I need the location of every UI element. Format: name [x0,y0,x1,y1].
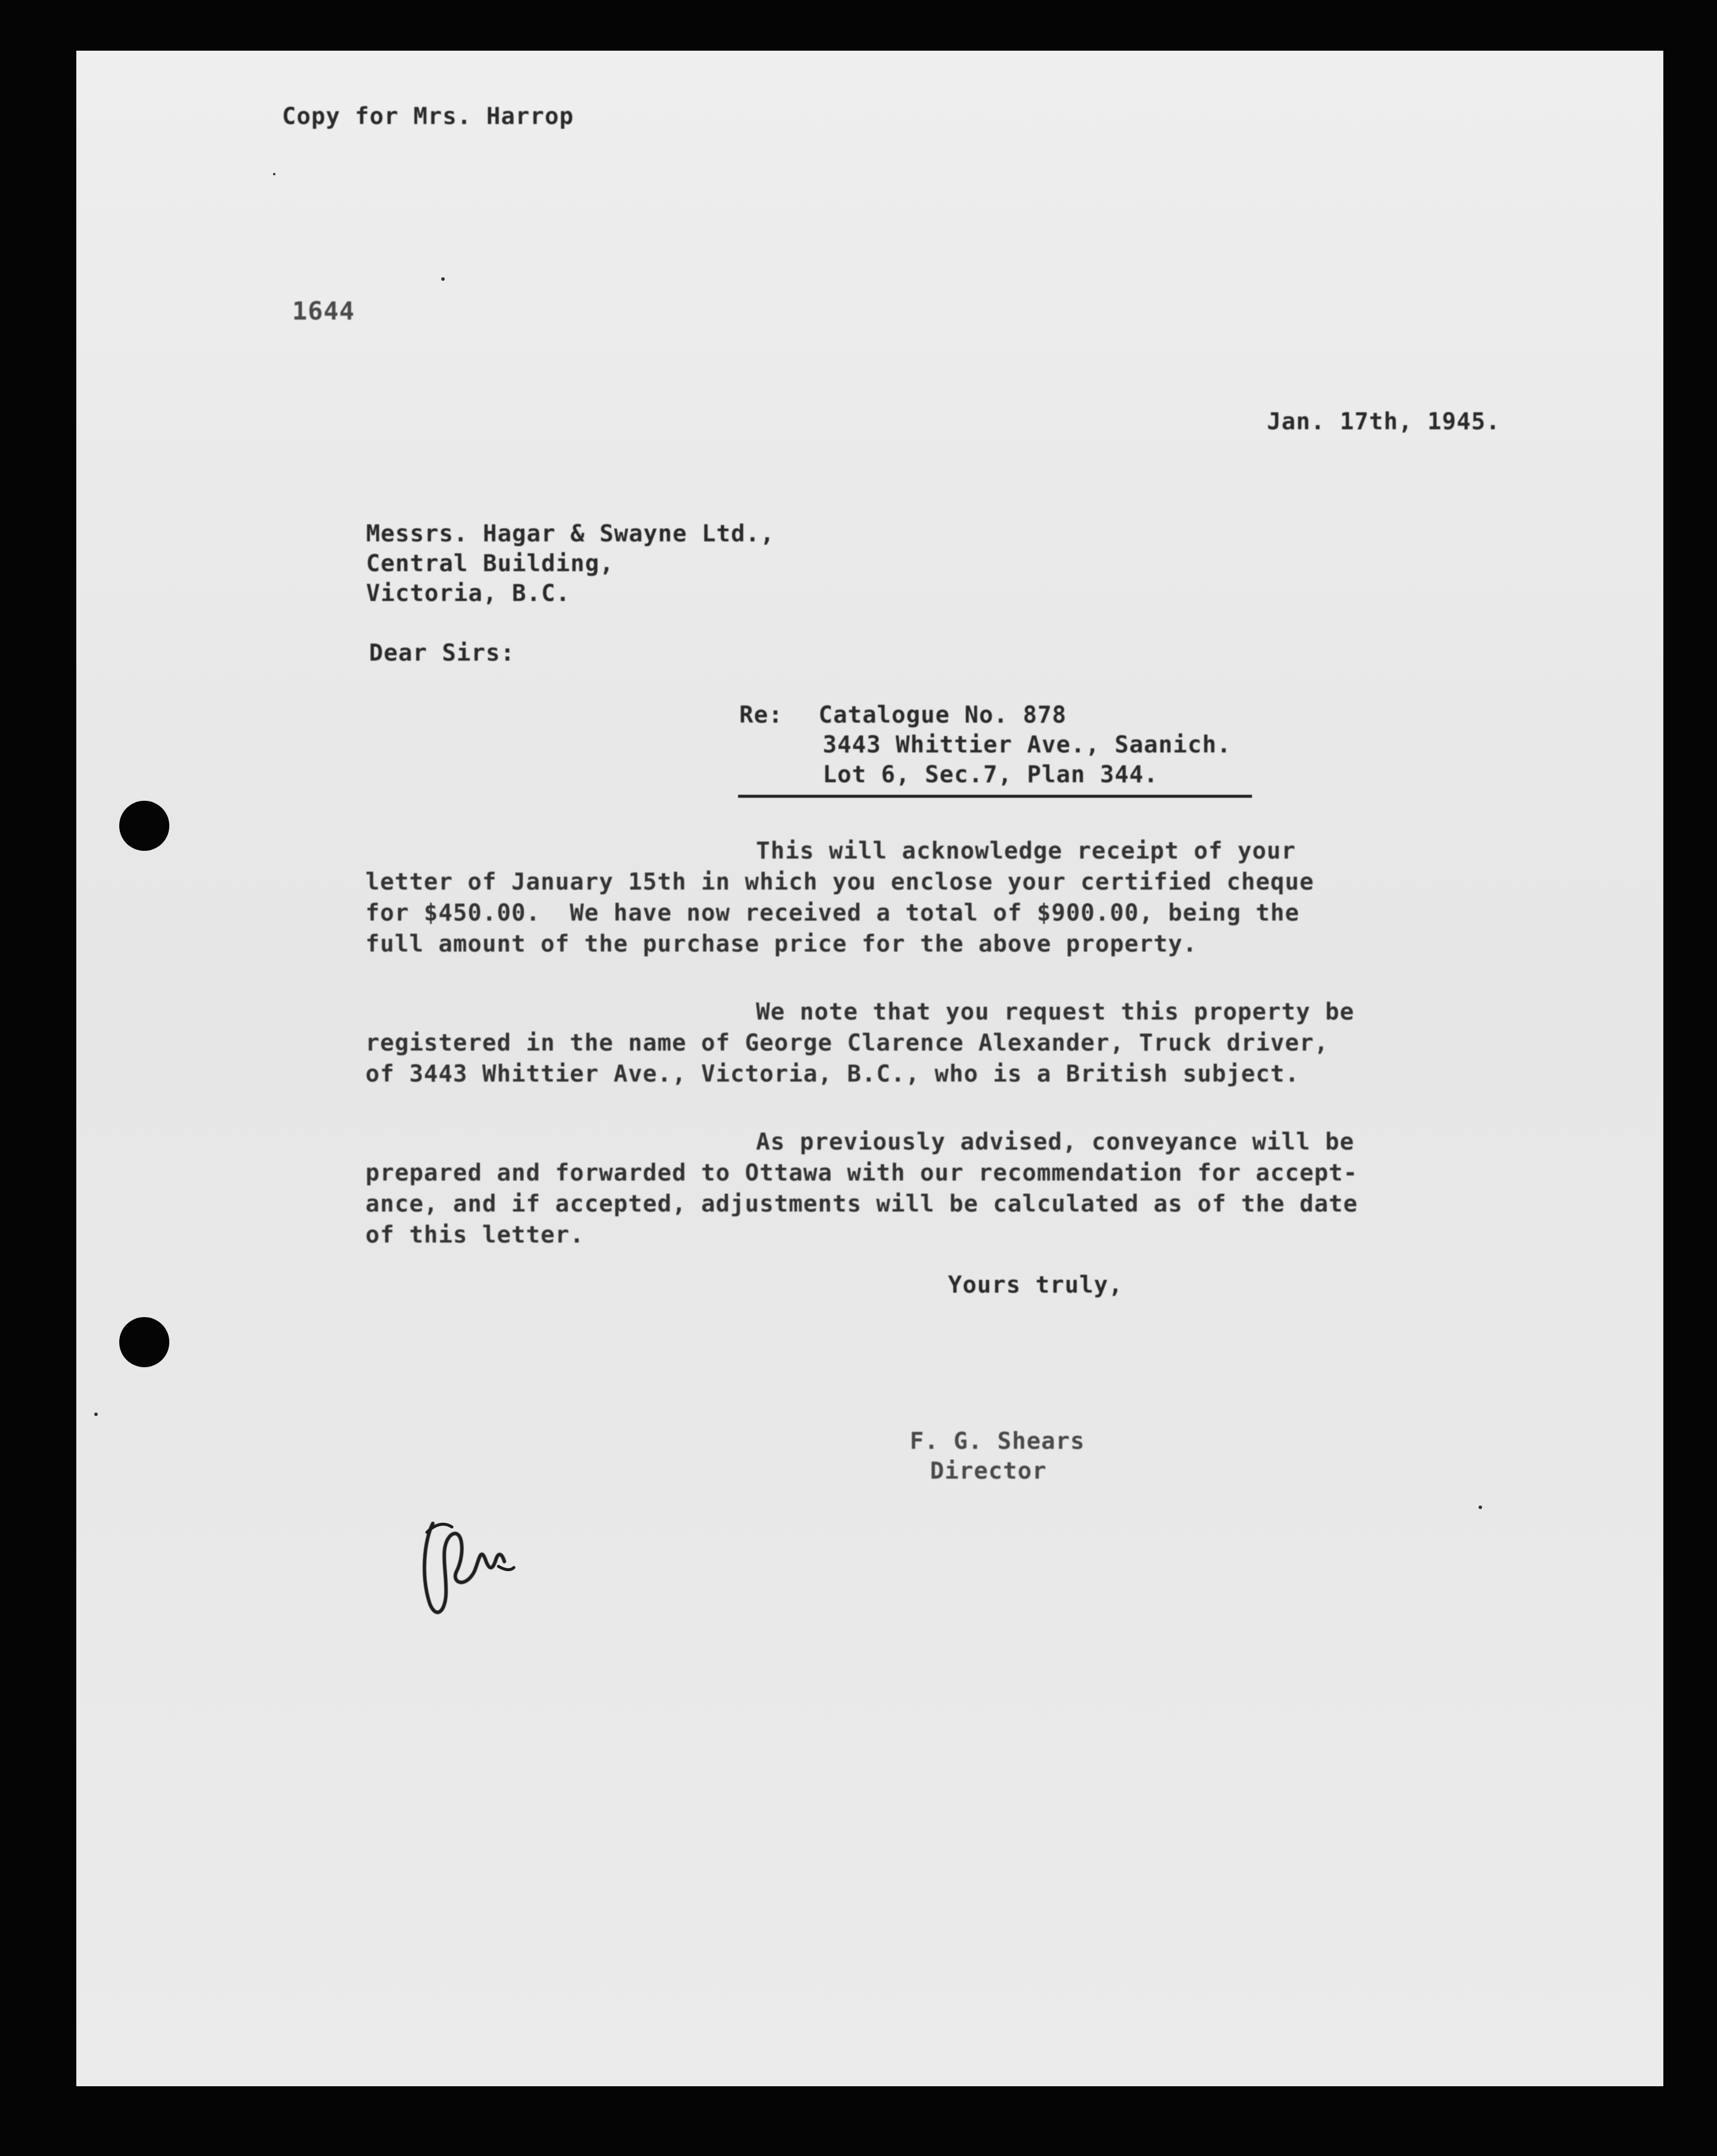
paragraph-1-line-1: This will acknowledge receipt of your [756,838,1296,865]
re-catalogue: Catalogue No. 878 [819,702,1067,729]
letter-page [76,51,1663,2086]
closing: Yours truly, [948,1272,1123,1299]
paragraph-3-line-1: As previously advised, conveyance will be [756,1129,1355,1156]
punch-hole-lower [119,1317,169,1367]
paragraph-1-line-2: letter of January 15th in which you enclose your certified cheque [365,869,1315,896]
signatory-title: Director [930,1458,1047,1485]
re-lot: Lot 6, Sec.7, Plan 344. [823,761,1159,788]
paragraph-3-line-4: of this letter. [365,1222,585,1249]
scan-speck [1479,1506,1482,1509]
recipient-line-3: Victoria, B.C. [366,580,571,607]
paragraph-3-line-3: ance, and if accepted, adjustments will be calculated as of the date [365,1191,1358,1218]
scan-speck [441,277,445,281]
paragraph-2-line-2: registered in the name of George Clarence Alexander, Truck driver, [365,1030,1329,1057]
scan-speck [273,173,275,175]
paragraph-1-line-4: full amount of the purchase price for the above property. [365,931,1198,958]
salutation: Dear Sirs: [369,640,515,667]
paragraph-3-line-2: prepared and forwarded to Ottawa with our recommendation for accept- [365,1160,1358,1187]
re-label: Re: [739,702,783,729]
re-address: 3443 Whittier Ave., Saanich. [823,732,1232,758]
paragraph-1-line-3: for $450.00. We have now received a total of $900.00, being the [365,900,1300,927]
file-number: 1644 [292,296,355,326]
recipient-line-2: Central Building, [366,550,615,577]
handwritten-initials-mark [409,1500,528,1631]
paragraph-2-line-3: of 3443 Whittier Ave., Victoria, B.C., who is a British subject. [365,1061,1300,1088]
punch-hole-upper [119,801,169,851]
paragraph-2-line-1: We note that you request this property be [756,999,1355,1026]
scan-speck [94,1412,98,1416]
letter-date: Jan. 17th, 1945. [1267,408,1501,435]
recipient-line-1: Messrs. Hagar & Swayne Ltd., [366,521,775,547]
signatory-name: F. G. Shears [910,1428,1085,1455]
re-underline [738,795,1252,798]
copy-note: Copy for Mrs. Harrop [282,103,574,130]
